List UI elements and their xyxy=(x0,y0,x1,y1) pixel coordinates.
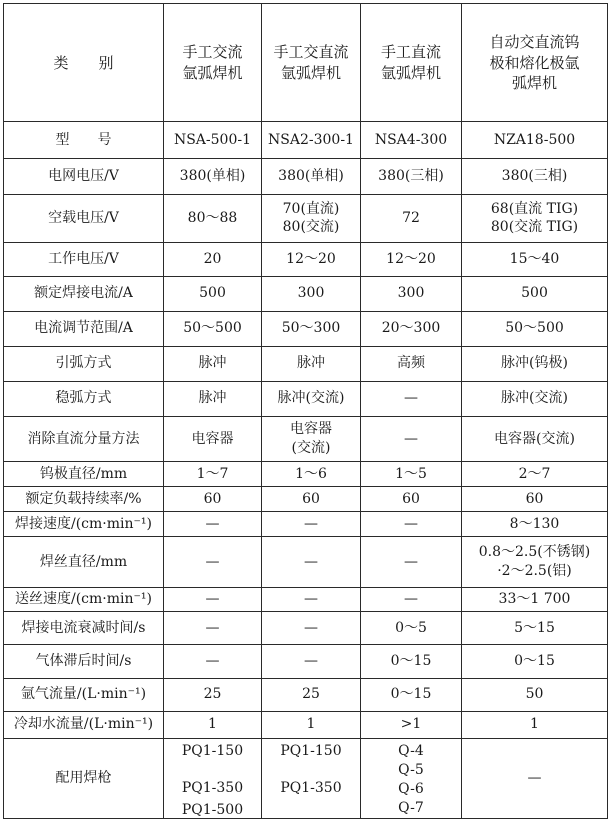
gun-model: Q-4 xyxy=(398,742,424,759)
row-value-c2-line: 380(单相) xyxy=(278,168,344,185)
row-value-c4-line: 50 xyxy=(525,686,544,703)
gun-model: Q-6 xyxy=(398,780,424,797)
row-value-c1 xyxy=(164,242,262,276)
welder-spec-table xyxy=(3,3,608,819)
row-value-c1 xyxy=(164,462,262,487)
row-value-c3 xyxy=(361,122,462,159)
row-label: 氩气流量/(L·min⁻¹) xyxy=(4,678,164,711)
row-value-c2 xyxy=(262,416,361,461)
row-label: 电流调节范围/A xyxy=(4,311,164,346)
row-label: 稳弧方式 xyxy=(4,381,164,416)
table-row xyxy=(4,612,608,645)
header-c3 xyxy=(361,4,462,122)
row-value-c1 xyxy=(164,159,262,195)
row-value-c2 xyxy=(262,381,361,416)
row-value-c4-line: 0.8～2.5(不锈钢) xyxy=(478,544,591,561)
gun-value-c3 xyxy=(361,738,462,818)
row-value-c2 xyxy=(262,645,361,678)
row-value-c1 xyxy=(164,346,262,381)
row-value-c3-line: — xyxy=(404,553,418,570)
row-value-c2-line: 脉冲 xyxy=(297,355,325,372)
row-value-c3 xyxy=(361,311,462,346)
row-value-c1 xyxy=(164,276,262,311)
row-value-c1-line: NSA-500-1 xyxy=(173,131,252,148)
table-row xyxy=(4,276,608,311)
row-value-c2-line: 300 xyxy=(297,285,325,302)
row-value-c4-line: 80(交流 TIG) xyxy=(490,219,579,236)
table-row xyxy=(4,122,608,159)
gun-model: — xyxy=(527,769,542,786)
row-value-c4 xyxy=(462,678,608,711)
header-c3-line: 氩弧焊机 xyxy=(380,63,441,82)
row-value-c4-line: 15～40 xyxy=(509,250,560,267)
row-value-c4 xyxy=(462,645,608,678)
row-value-c4 xyxy=(462,588,608,612)
row-value-c3 xyxy=(361,242,462,276)
row-value-c2-line: 1～6 xyxy=(295,465,327,482)
row-value-c2-line: 12～20 xyxy=(286,250,336,267)
row-value-c3-line: 300 xyxy=(397,285,425,302)
row-value-c4 xyxy=(462,195,608,242)
table-row xyxy=(4,487,608,512)
row-value-c4-line: 500 xyxy=(521,285,548,302)
row-value-c4 xyxy=(462,276,608,311)
gun-model: PQ1-150 xyxy=(181,742,244,759)
row-value-c3-line: >1 xyxy=(400,716,422,733)
row-value-c1-line: — xyxy=(205,619,220,636)
gun-model: Q-7 xyxy=(398,799,424,816)
row-value-c1-line: 脉冲 xyxy=(198,390,227,407)
row-value-c1 xyxy=(164,612,262,645)
row-label: 型 号 xyxy=(4,122,164,159)
row-value-c2-line: — xyxy=(304,619,318,636)
row-value-c2-line: — xyxy=(304,515,318,532)
row-value-c4 xyxy=(462,311,608,346)
row-value-c2-line: — xyxy=(304,553,318,570)
row-value-c1-line: — xyxy=(205,591,220,608)
row-value-c4 xyxy=(462,159,608,195)
row-value-c4-line: 脉冲(钨极) xyxy=(501,355,568,372)
row-value-c3 xyxy=(361,487,462,512)
table-row xyxy=(4,462,608,487)
row-value-c4-line: 脉冲(交流) xyxy=(501,390,568,407)
row-value-c4 xyxy=(462,612,608,645)
row-value-c3 xyxy=(361,381,462,416)
row-label: 配用焊枪 xyxy=(4,738,164,818)
header-c1-line: 氩弧焊机 xyxy=(182,63,243,82)
row-value-c4 xyxy=(462,416,608,461)
row-value-c4 xyxy=(462,711,608,738)
row-value-c1-line: 25 xyxy=(203,686,222,703)
row-label: 消除直流分量方法 xyxy=(4,416,164,461)
row-value-c4-line: 60 xyxy=(525,490,544,507)
header-c4-line: 极和熔化极氩 xyxy=(489,53,580,72)
row-value-c4 xyxy=(462,487,608,512)
table-row xyxy=(4,711,608,738)
row-value-c3-line: — xyxy=(404,591,418,608)
row-value-c1 xyxy=(164,487,262,512)
row-value-c4 xyxy=(462,346,608,381)
row-value-c2 xyxy=(262,242,361,276)
gun-model: PQ1-350 xyxy=(280,779,342,796)
row-value-c4 xyxy=(462,537,608,588)
row-value-c1 xyxy=(164,588,262,612)
row-value-c3-line: — xyxy=(404,515,418,532)
header-c4-line: 弧焊机 xyxy=(511,73,557,92)
header-c2-line: 氩弧焊机 xyxy=(280,63,341,82)
row-value-c2 xyxy=(262,311,361,346)
row-value-c3-line: 0～15 xyxy=(390,686,432,703)
gun-value-c1 xyxy=(164,738,262,818)
row-value-c3 xyxy=(361,195,462,242)
row-label: 额定负载持续率/% xyxy=(4,487,164,512)
row-value-c1-line: — xyxy=(205,515,220,532)
row-value-c2-line: (交流) xyxy=(291,439,331,456)
row-value-c1-line: 500 xyxy=(199,285,226,302)
gun-value-c2 xyxy=(262,738,361,818)
row-value-c1-line: — xyxy=(205,553,220,570)
row-value-c3-line: 60 xyxy=(402,490,420,507)
table-row xyxy=(4,195,608,242)
row-value-c3 xyxy=(361,711,462,738)
row-label: 钨极直径/mm xyxy=(4,462,164,487)
spec-table-body xyxy=(4,4,608,819)
row-value-c2-line: — xyxy=(304,653,318,670)
row-value-c3-line: 1～5 xyxy=(395,465,427,482)
row-value-c2-line: — xyxy=(304,591,318,608)
gun-row xyxy=(4,738,608,818)
row-value-c3 xyxy=(361,678,462,711)
row-label: 气体滞后时间/s xyxy=(4,645,164,678)
row-value-c2-line: NSA2-300-1 xyxy=(268,131,354,148)
table-row xyxy=(4,346,608,381)
row-value-c4-line: 5～15 xyxy=(514,619,555,636)
row-value-c4-line: ·2～2.5(铝) xyxy=(497,563,572,580)
table-row xyxy=(4,159,608,195)
row-value-c3 xyxy=(361,612,462,645)
row-label: 额定焊接电流/A xyxy=(4,276,164,311)
header-c4 xyxy=(462,4,608,122)
row-value-c2-line: 1 xyxy=(306,716,316,733)
gun-model: PQ1-500 xyxy=(181,801,244,818)
row-value-c1 xyxy=(164,645,262,678)
row-value-c1-line: 1 xyxy=(208,716,217,733)
gun-value-c4 xyxy=(462,738,608,818)
row-value-c1-line: 50～500 xyxy=(183,320,242,337)
row-value-c3 xyxy=(361,346,462,381)
row-value-c1-line: — xyxy=(205,653,220,670)
table-row xyxy=(4,678,608,711)
row-value-c2-line: 脉冲(交流) xyxy=(277,390,345,407)
table-row xyxy=(4,512,608,537)
row-value-c1-line: 80～88 xyxy=(187,210,238,227)
row-value-c4-line: 1 xyxy=(530,716,539,733)
row-value-c3-line: 20～300 xyxy=(381,320,441,337)
row-value-c4 xyxy=(462,512,608,537)
row-value-c2 xyxy=(262,195,361,242)
row-value-c4 xyxy=(462,381,608,416)
row-label: 焊接电流衰减时间/s xyxy=(4,612,164,645)
row-value-c3-line: NSA4-300 xyxy=(374,131,448,148)
row-value-c1 xyxy=(164,678,262,711)
gun-model: Q-5 xyxy=(398,761,424,778)
row-value-c3 xyxy=(361,416,462,461)
row-value-c4-line: 50～500 xyxy=(505,320,564,337)
header-c3-line: 手工直流 xyxy=(380,43,441,62)
row-value-c3 xyxy=(361,159,462,195)
row-value-c2 xyxy=(262,612,361,645)
header-category: 类 别 xyxy=(4,4,164,122)
row-value-c3 xyxy=(361,588,462,612)
row-label: 焊丝直径/mm xyxy=(4,537,164,588)
row-value-c2 xyxy=(262,462,361,487)
row-label: 焊接速度/(cm·min⁻¹) xyxy=(4,512,164,537)
row-value-c4-line: 电容器(交流) xyxy=(494,430,575,447)
table-row xyxy=(4,537,608,588)
table-row xyxy=(4,242,608,276)
row-value-c4-line: 68(直流 TIG) xyxy=(490,200,579,217)
gun-model: PQ1-150 xyxy=(280,742,342,759)
table-row xyxy=(4,645,608,678)
row-value-c4-line: 2～7 xyxy=(518,465,551,482)
table-row xyxy=(4,588,608,612)
row-value-c2-line: 电容器 xyxy=(290,421,332,438)
row-value-c2 xyxy=(262,487,361,512)
row-value-c4 xyxy=(462,242,608,276)
row-value-c2-line: 70(直流) xyxy=(282,200,340,217)
row-label: 引弧方式 xyxy=(4,346,164,381)
row-value-c2 xyxy=(262,588,361,612)
row-value-c2-line: 60 xyxy=(302,490,320,507)
row-value-c2 xyxy=(262,276,361,311)
row-value-c3-line: 0～15 xyxy=(390,653,432,670)
row-value-c1 xyxy=(164,195,262,242)
row-value-c1-line: 380(单相) xyxy=(179,168,246,185)
row-value-c1 xyxy=(164,711,262,738)
row-label: 送丝速度/(cm·min⁻¹) xyxy=(4,588,164,612)
header-c2-line: 手工交直流 xyxy=(273,43,349,62)
row-value-c2 xyxy=(262,159,361,195)
row-value-c3 xyxy=(361,512,462,537)
row-value-c2-line: 80(交流) xyxy=(282,219,340,236)
row-value-c1-line: 60 xyxy=(203,490,222,507)
row-value-c1 xyxy=(164,416,262,461)
row-value-c1-line: 1～7 xyxy=(196,465,229,482)
row-value-c2-line: 50～300 xyxy=(281,320,341,337)
row-value-c1-line: 脉冲 xyxy=(198,355,227,372)
row-value-c3-line: 12～20 xyxy=(386,250,436,267)
row-value-c3 xyxy=(361,537,462,588)
row-label: 冷却水流量/(L·min⁻¹) xyxy=(4,711,164,738)
row-value-c2-line: 25 xyxy=(302,686,320,703)
row-value-c4-line: 33～1 700 xyxy=(498,591,571,608)
gun-model: PQ1-350 xyxy=(181,779,244,796)
table-row xyxy=(4,381,608,416)
header-c1-line: 手工交流 xyxy=(182,43,243,62)
row-value-c3-line: — xyxy=(404,430,418,447)
row-value-c1 xyxy=(164,311,262,346)
row-value-c2 xyxy=(262,346,361,381)
table-row xyxy=(4,311,608,346)
row-value-c1-line: 电容器 xyxy=(191,430,234,447)
row-value-c3-line: 72 xyxy=(402,210,420,227)
row-value-c3-line: 高频 xyxy=(397,355,425,372)
row-value-c1 xyxy=(164,512,262,537)
row-value-c3 xyxy=(361,276,462,311)
header-c1 xyxy=(164,4,262,122)
row-value-c3 xyxy=(361,462,462,487)
row-value-c3 xyxy=(361,645,462,678)
row-value-c1-line: 20 xyxy=(203,250,222,267)
row-value-c4 xyxy=(462,122,608,159)
row-value-c3-line: 380(三相) xyxy=(378,168,444,185)
row-value-c1 xyxy=(164,381,262,416)
row-value-c4-line: 380(三相) xyxy=(501,168,568,185)
row-label: 空载电压/V xyxy=(4,195,164,242)
row-value-c1 xyxy=(164,122,262,159)
row-value-c4 xyxy=(462,462,608,487)
row-value-c4-line: 8～130 xyxy=(509,515,560,532)
row-value-c2 xyxy=(262,711,361,738)
header-c2 xyxy=(262,4,361,122)
header-row xyxy=(4,4,608,122)
row-value-c3-line: 0～5 xyxy=(395,619,427,636)
row-value-c2 xyxy=(262,122,361,159)
row-label: 工作电压/V xyxy=(4,242,164,276)
row-value-c2 xyxy=(262,512,361,537)
row-value-c2 xyxy=(262,678,361,711)
row-value-c4-line: NZA18-500 xyxy=(493,131,576,148)
row-value-c1 xyxy=(164,537,262,588)
row-label: 电网电压/V xyxy=(4,159,164,195)
row-value-c2 xyxy=(262,537,361,588)
row-value-c4-line: 0～15 xyxy=(514,653,555,670)
row-value-c3-line: — xyxy=(404,390,418,407)
table-row xyxy=(4,416,608,461)
header-c4-line: 自动交直流钨 xyxy=(489,33,580,52)
